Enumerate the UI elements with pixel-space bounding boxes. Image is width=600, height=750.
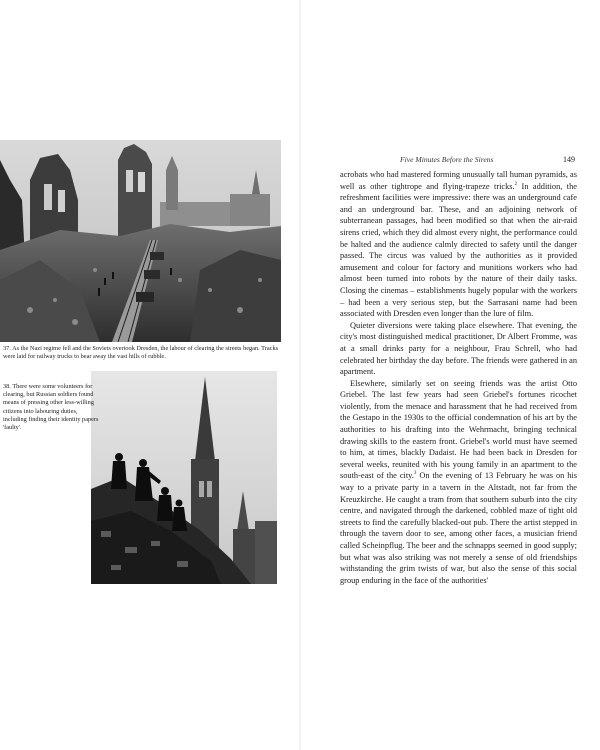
figure-37-caption: 37. As the Nazi regime fell and the Soviets overtook Dresden, the labour of clearing the streets began. Tracks were laid for railway trucks to bear away the vast hills of rubble. [3,345,279,361]
footnote-ref-3[interactable]: 3 [413,471,417,477]
rubble-clearing-image [0,140,281,342]
volunteer-workers-image [91,371,277,584]
footnote-ref-2[interactable]: 2 [514,181,518,187]
paragraph-1 [340,169,577,320]
paragraph-1-text-cont: In addition, the refreshment facilities were impressive: there was an underground cafe and an underground bar. These, and an adjoining network of subterranean passages, had been modified so that when the air-raid sirens cried, which they did almost every night, the performance could be halted and the audience calmly directed to safety until the danger passed. The circus was valued by the authorities as it provided amusement and colour for factory and munitions workers who had almost been turned into robots by the nature of their daily tasks. Closing the cinemas – establishments hugely popular with the workers – had been a very serious step, but the Sarrasani name had been associated with Dresden even longer than the lure of film. [340,181,577,319]
paragraph-2-text: Quieter diversions were taking place elsewhere. That evening, the city's most distinguished medical practitioner, Dr Albert Fromme, was at a small drinks party for a neighbour, Frau Schrell, who had celebrated her birthday the day before. The friends were gathered in an apartment. [340,320,577,377]
body-text [340,169,577,586]
page-number: 149 [563,155,575,164]
paragraph-1-text: acrobats who had mastered forming unusually tall human pyramids, as well as other tightrope and flying-trapeze tricks. [340,170,577,191]
running-head: Five Minutes Before the Sirens [400,155,494,164]
photo-volunteer-workers [91,371,277,584]
right-page [300,0,600,750]
paragraph-3-text-cont: On the evening of 13 February he was on his way to a private party in a tavern in the Altstadt, not far from the Kreuzkirche. He caught a tram from that southern suburb into the city centre, and navigated through the darkened, cobbled maze of tight old streets to find the carefully blacked-out pub. There the artist stepped in through the tavern door to see, among other faces, a musician friend called Scheinpflug. The beer and the schnapps seemed in good supply; but what was also striking was not merely a sense of old friendships withstanding the grim twists of war, but also the sense of this social group enduring in the face of the authorities' [340,471,577,585]
figure-38-caption: 38. There were some volunteers for clearing, but Russian soldiers found means of pressing other less-willing citizens into labouring duties, including finding their identity papers 'faulty'. [3,383,99,432]
paragraph-3 [340,378,577,587]
paragraph-2 [340,320,577,378]
paragraph-3-text: Elsewhere, similarly set on seeing friends was the artist Otto Griebel. The last few years had seen Griebel's fortunes ricochet violently, from the menace and harassment that he had received from the Gestapo in the 1930s to the official condemnation of his art by the authorities to his drafting into the Wehrmacht, bringing technical drawing skills to the eastern front. Griebel's world must have seemed to him, at times, blackly Dadaist. He had been back in Dresden for several weeks, reunited with his young family in an apartment to the south-east of the city. [340,378,577,481]
photo-rubble-clearing [0,140,281,342]
